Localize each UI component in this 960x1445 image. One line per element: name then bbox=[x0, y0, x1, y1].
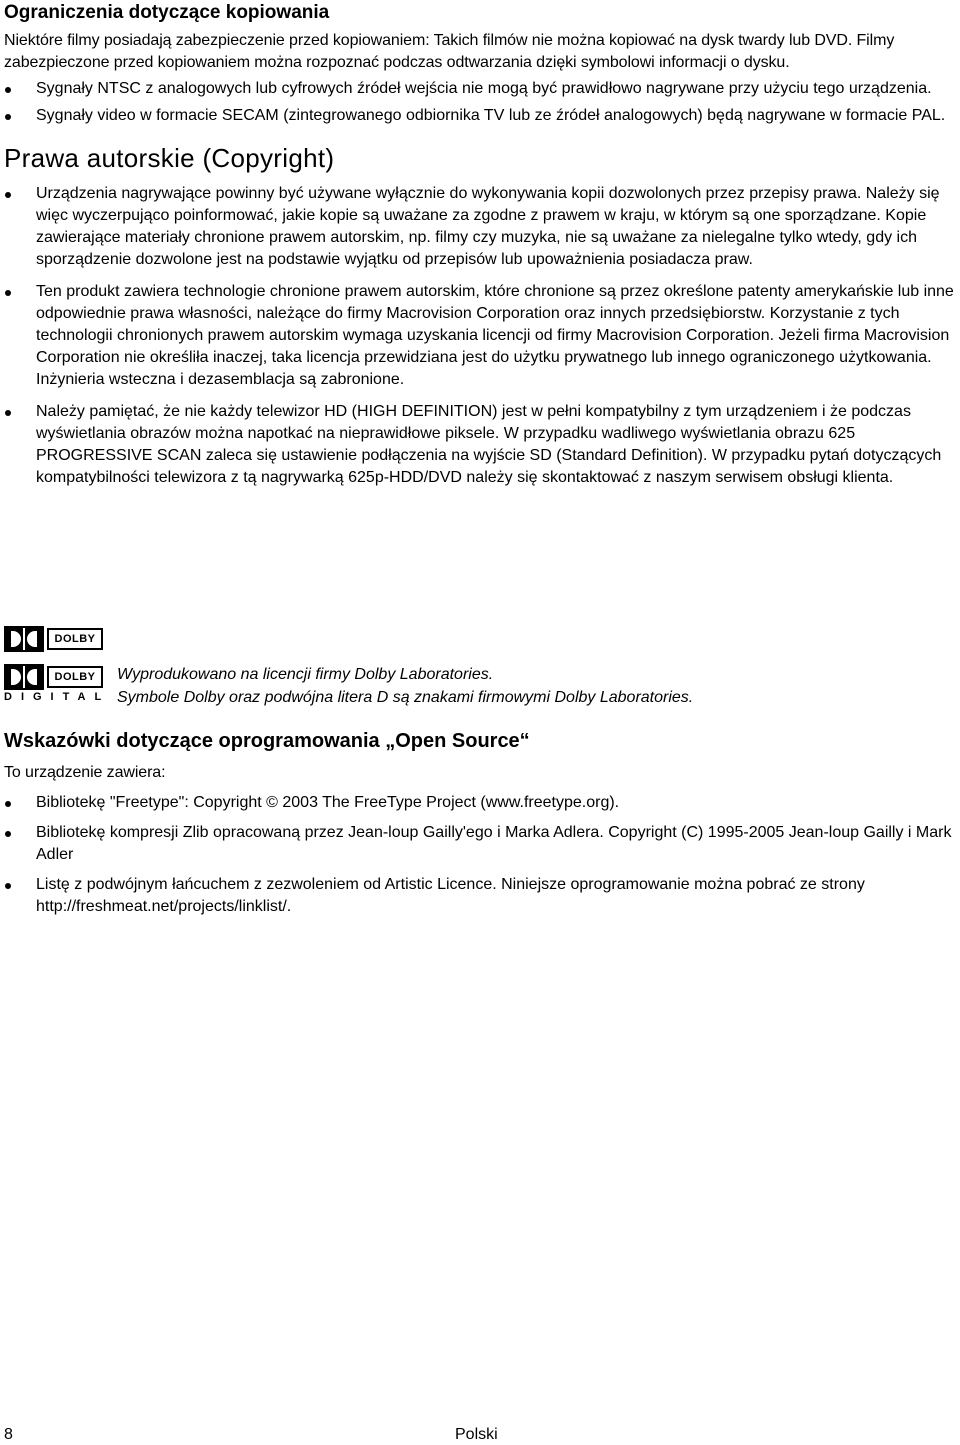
page-number: 8 bbox=[4, 1426, 13, 1443]
copyright-title: Prawa autorskie (Copyright) bbox=[4, 143, 335, 173]
list-item bbox=[4, 78, 956, 100]
list-item-text: Sygnały NTSC z analogowych lub cyfrowych źródeł wejścia nie mogą być prawidłowo nagrywane przy użyciu tego urządzenia. bbox=[36, 80, 932, 97]
footer-language: Polski bbox=[455, 1426, 498, 1443]
bullet-icon bbox=[5, 831, 11, 837]
bullet-icon bbox=[5, 87, 11, 93]
open-source-title: Wskazówki dotyczące oprogramowania „Open Source“ bbox=[4, 730, 530, 752]
dolby-digital-logo bbox=[4, 664, 111, 703]
list-item bbox=[4, 281, 956, 391]
list-item-text: Bibliotekę kompresji Zlib opracowaną przez Jean-loup Gailly'ego i Marka Adlera. Copyright (C) 1995-2005 Jean-loup Gailly i Mark Adler bbox=[36, 824, 952, 863]
list-item-text: Bibliotekę "Freetype": Copyright © 2003 The FreeType Project (www.freetype.org). bbox=[36, 794, 620, 811]
double-d-icon bbox=[4, 664, 44, 690]
list-item-text: Należy pamiętać, że nie każdy telewizor HD (HIGH DEFINITION) jest w pełni kompatybilny z tym urządzeniem i że podczas wyświetlania obrazów można napotkać na nieprawidłowe piksele. W przypadku wadliwego wyświetlania obrazu 625 PROGRESSIVE SCAN zaleca się ustawienie podłączenia na wyjście SD (Standard Definition). W przypadku pytań dotyczących kompatybilności telewizora z tą nagrywarką 625p-HDD/DVD należy się skontaktować z naszym serwisem obsługi klienta. bbox=[36, 403, 942, 486]
bullet-icon bbox=[5, 192, 11, 198]
dolby-logo bbox=[4, 626, 103, 652]
dolby-wordmark: DOLBY bbox=[47, 666, 103, 688]
license-line: Symbole Dolby oraz podwójna litera D są znakami firmowymi Dolby Laboratories. bbox=[117, 689, 694, 706]
bullet-icon bbox=[5, 801, 11, 807]
double-d-icon bbox=[4, 626, 44, 652]
list-item bbox=[4, 874, 956, 918]
open-source-section bbox=[4, 728, 956, 926]
list-item-text: Sygnały video w formacie SECAM (zintegrowanego odbiornika TV lub ze źródeł analogowych) będą nagrywane w formacie PAL. bbox=[36, 107, 946, 124]
bullet-icon bbox=[5, 290, 11, 296]
bullet-icon bbox=[5, 410, 11, 416]
digital-wordmark: DIGITAL bbox=[4, 691, 111, 703]
copyright-section bbox=[4, 143, 956, 489]
dolby-license-text bbox=[117, 663, 693, 709]
bullet-icon bbox=[5, 114, 11, 120]
open-source-intro: To urządzenie zawiera: bbox=[4, 764, 166, 781]
copyright-list bbox=[4, 183, 956, 489]
list-item-text: Listę z podwójnym łańcuchem z zezwoleniem od Artistic Licence. Niniejsze oprogramowanie można pobrać ze strony http://freshmeat.net/projects/linklist/. bbox=[36, 876, 865, 915]
list-item bbox=[4, 183, 956, 271]
copy-restrictions-list bbox=[4, 78, 956, 127]
bullet-icon bbox=[5, 883, 11, 889]
copy-restrictions-title: Ograniczenia dotyczące kopiowania bbox=[4, 2, 330, 23]
list-item bbox=[4, 792, 956, 814]
list-item bbox=[4, 822, 956, 866]
page bbox=[4, 0, 956, 499]
dolby-logos bbox=[4, 626, 956, 706]
list-item bbox=[4, 401, 956, 489]
dolby-wordmark: DOLBY bbox=[47, 628, 103, 650]
copy-restrictions-section bbox=[4, 2, 956, 127]
license-line: Wyprodukowano na licencji firmy Dolby Laboratories. bbox=[117, 666, 494, 683]
list-item bbox=[4, 105, 956, 127]
copy-restrictions-intro: Niektóre filmy posiadają zabezpieczenie przed kopiowaniem: Takich filmów nie można kopiować na dysk twardy lub DVD. Filmy zabezpieczone przed kopiowaniem można rozpoznać podczas odtwarzania dzięki symbolowi informacji o dysku. bbox=[4, 32, 895, 71]
list-item-text: Urządzenia nagrywające powinny być używane wyłącznie do wykonywania kopii dozwolonych przez przepisy prawa. Należy się więc wyczerpująco poinformować, jakie kopie są uważane za zgodne z prawem w kraju, w którym są one sporządzane. Kopie zawierające materiały chronione prawem autorskim, np. filmy czy muzyka, nie są uważane za nielegalne tylko wtedy, gdy ich sporządzenie dozwolone jest na podstawie wyjątku od przepisów lub upoważnienia posiadacza praw. bbox=[36, 185, 940, 268]
open-source-list bbox=[4, 792, 956, 918]
list-item-text: Ten produkt zawiera technologie chronione prawem autorskim, które chronione są przez określone patenty amerykańskie lub inne odpowiednie prawa własności, należące do firmy Macrovision Corporation oraz innych przedsiębiorstw. Korzystanie z tych technologii chronionych prawem autorskim wymaga uzyskania licencji od firmy Macrovision Corporation. Jeżeli firma Macrovision Corporation nie określiła inaczej, taka licencja przewidziana jest do użytku prywatnego lub innego ograniczonego użytkowania. Inżynieria wsteczna i dezasemblacja są zabronione. bbox=[36, 283, 954, 388]
